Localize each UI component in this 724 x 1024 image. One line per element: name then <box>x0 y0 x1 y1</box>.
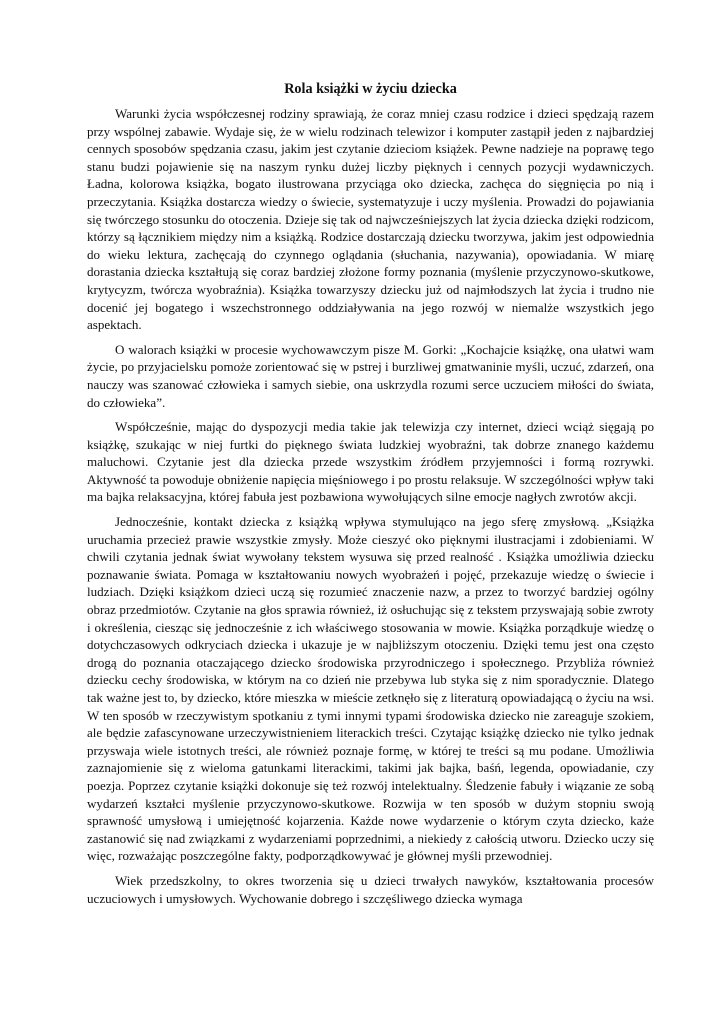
paragraph-1: Warunki życia współczesnej rodziny sprawiają, że coraz mniej czasu rodzice i dzieci spędzają razem przy wspólnej zabawie. Wydaje się, że w wielu rodzinach telewizor i komputer zastąpił jeden z najbardziej cennych sposobów spędzania czasu, jakim jest czytanie dzieciom książek. Pewne nadzieje na poprawę tego stanu budzi pojawienie się na naszym rynku dużej liczby pięknych i cennych pozycji wydawniczych. Ładna, kolorowa książka, bogato ilustrowana przyciąga oko dziecka, zachęca do sięgnięcia po nią i przeczytania. Książka dostarcza wiedzy o świecie, systematyzuje i uczy myślenia. Prowadzi do pojawiania się twórczego stosunku do otoczenia. Dzieje się tak od najwcześniejszych lat życia dziecka dzięki rodzicom, którzy są łącznikiem między nim a książką. Rodzice dostarczają dziecku tworzywa, jakim jest odpowiednia do wieku lektura, zachęcają do czynnego oglądania (słuchania, nazywania), opowiadania. W miarę dorastania dziecka kształtują się coraz bardziej złożone formy poznania (myślenie przyczynowo-skutkowe, krytycyzm, twórcza wyobraźnia). Książka towarzyszy dziecku już od najmłodszych lat życia i trudno nie docenić jej bogatego i wszechstronnego oddziaływania na jego rozwój w niemalże wszystkich jego aspektach. <box>87 106 654 333</box>
paragraph-4: Jednocześnie, kontakt dziecka z książką wpływa stymulująco na jego sferę zmysłową. „Książka uruchamia przecież prawie wszystkie zmysły. Może cieszyć oko pięknymi ilustracjami i zdobieniami. W chwili czytania jednak świat wywołany tekstem wysuwa się przed realność . Książka umożliwia dziecku poznawanie świata. Pomaga w kształtowaniu nowych wyobrażeń i pojęć, przekazuje wiedzę o świecie i ludziach. Dzięki książkom dzieci uczą się rozumieć znaczenie nazw, a przez to tworzyć bardziej ogólny obraz przedmiotów. Czytanie na głos sprawia również, iż osłuchując się z tekstem przyswajają sobie zwroty i określenia, ciesząc się jednocześnie z ich właściwego stosowania w mowie. Książka porządkuje wiedzę o dotychczasowych odkryciach dziecka i ukazuje je w najbliższym otoczeniu. Dzięki temu jest ona często drogą do poznania otaczającego dziecko środowiska przyrodniczego i społecznego. Przybliża również dziecku cechy środowiska, w którym na co dzień nie przebywa lub styka się z nim sporadycznie. Dlatego tak ważne jest to, by dziecko, które mieszka w mieście zetknęło się z literaturą opowiadającą o życiu na wsi. W ten sposób w rzeczywistym spotkaniu z tymi innymi typami środowiska dziecko nie zareaguje szokiem, ale będzie zafascynowane urzeczywistnieniem literackich treści. Czytając książkę dziecko nie tylko jednak przyswaja wiele istotnych treści, ale również poznaje formę, w której te treści są mu podane. Umożliwia zaznajomienie się z wieloma gatunkami literackimi, takimi jak bajka, baśń, legenda, opowiadanie, czy poezja. Poprzez czytanie książki dokonuje się też rozwój intelektualny. Śledzenie fabuły i wiązanie ze sobą wydarzeń kształci myślenie przyczynowo-skutkowe. Rozwija w ten sposób w dużym stopniu swoją sprawność umysłową i umiejętność kojarzenia. Każde nowe wydarzenie o którym czyta dziecko, każe zastanowić się nad związkami z wydarzeniami poprzednimi, a niekiedy z całością utworu. Dziecko uczy się więc, rozważając poszczególne fakty, podporządkowywać je głównej myśli przewodniej. <box>87 514 654 864</box>
paragraph-5: Wiek przedszkolny, to okres tworzenia się u dzieci trwałych nawyków, kształtowania procesów uczuciowych i umysłowych. Wychowanie dobrego i szczęśliwego dziecka wymaga <box>87 872 654 906</box>
document-page <box>87 80 654 914</box>
paragraph-2: O walorach książki w procesie wychowawczym pisze M. Gorki: „Kochajcie książkę, ona ułatwi wam życie, po przyjacielsku pomoże zorientować się w pstrej i burzliwej gmatwaninie myśli, uczuć, zdarzeń, ona nauczy was szanować człowieka i samych siebie, ona uskrzydla rozumi serce uczuciem miłości do świata, do człowieka”. <box>87 341 654 410</box>
paragraph-3: Współcześnie, mając do dyspozycji media takie jak telewizja czy internet, dzieci wciąż sięgają po książkę, szukając w niej furtki do pięknego świata ludzkiej wyobraźni, tak dobrze znanego każdemu maluchowi. Czytanie jest dla dziecka przede wszystkim źródłem przyjemności i formą rozrywki. Aktywność ta powoduje obniżenie napięcia mięśniowego i po prostu relaksuje. W szczególności wpływ taki ma bajka relaksacyjna, której fabuła jest pozbawiona wywołujących silne emocje nagłych zwrotów akcji. <box>87 419 654 505</box>
document-title: Rola książki w życiu dziecka <box>284 81 457 97</box>
